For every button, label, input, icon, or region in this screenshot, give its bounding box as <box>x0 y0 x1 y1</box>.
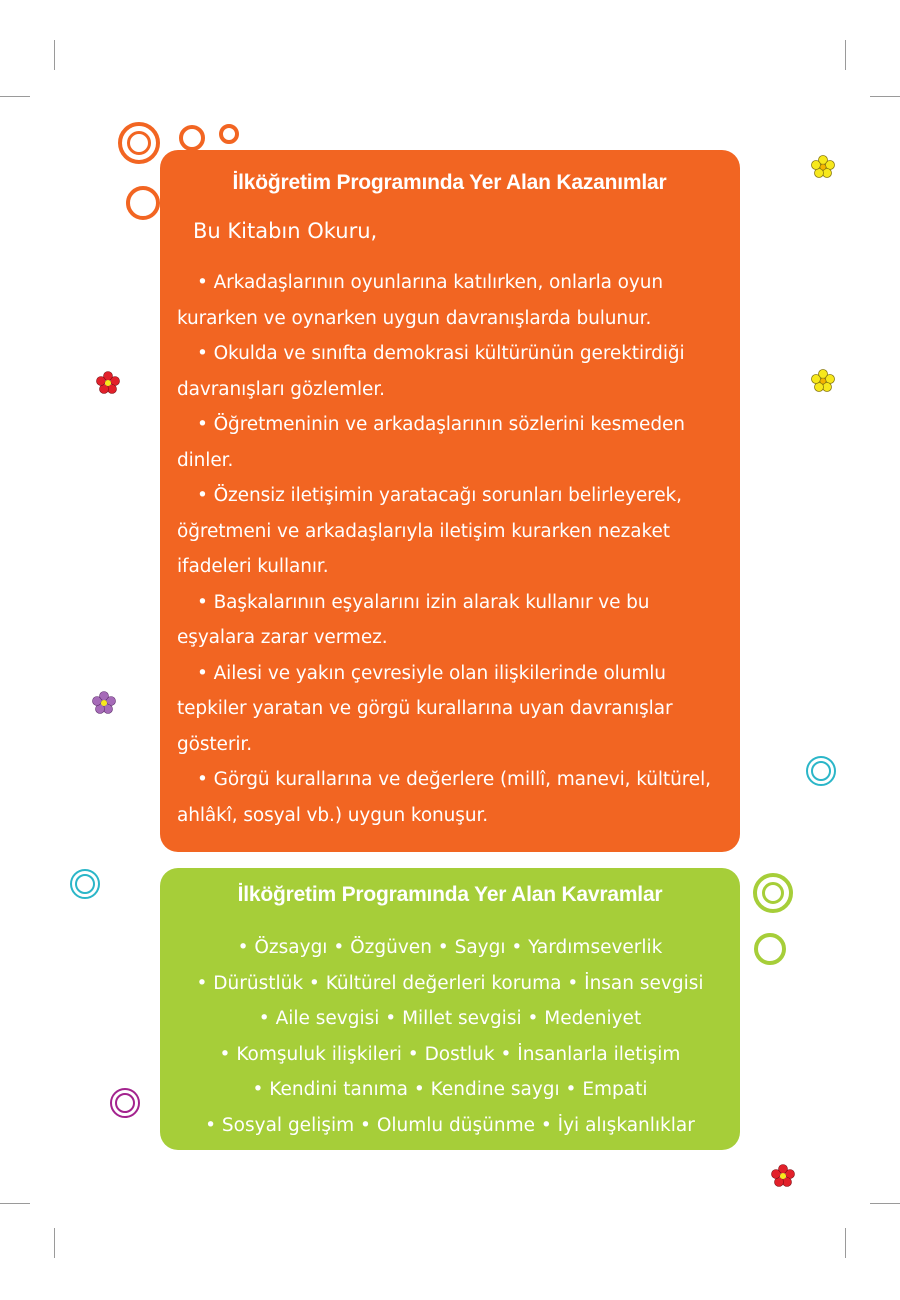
ring-icon <box>811 761 831 781</box>
crop-mark <box>845 40 846 70</box>
outcomes-panel <box>160 150 740 852</box>
outcomes-title: İlköğretim Programında Yer Alan Kazanımlar <box>232 171 667 194</box>
concept-line: • Sosyal gelişim • Olumlu düşünme • İyi alışkanlıklar <box>205 1114 695 1136</box>
concept-line: • Dürüstlük • Kültürel değerleri koruma • İnsan sevgisi <box>196 972 704 994</box>
ring-icon <box>179 125 205 151</box>
crop-mark <box>870 96 900 97</box>
ring-icon <box>127 131 151 155</box>
flower-icon <box>771 1164 795 1188</box>
ring-icon <box>115 1093 135 1113</box>
reader-heading: Bu Kitabın Okuru, <box>193 219 378 243</box>
flower-icon <box>96 371 120 395</box>
concept-line: • Komşuluk ilişkileri • Dostluk • İnsanlarla iletişim <box>219 1043 681 1065</box>
concepts-list <box>170 930 730 1143</box>
outcome-item: • Özensiz iletişimin yaratacağı sorunları belirleyerek, öğretmeni ve arkadaşlarıyla iletişim kurarken nezaket ifadeleri kullanır. <box>177 485 682 577</box>
ring-icon <box>75 874 95 894</box>
concept-line: • Aile sevgisi • Millet sevgisi • Medeniyet <box>258 1008 642 1029</box>
outcome-item: • Görgü kurallarına ve değerlere (millî, manevi, kültürel, ahlâkî, sosyal vb.) uygun konuşur. <box>177 769 711 826</box>
ring-icon <box>762 882 784 904</box>
concept-line: • Özsaygı • Özgüven • Saygı • Yardımseverlik <box>237 937 663 958</box>
crop-mark <box>870 1203 900 1204</box>
concepts-panel <box>160 868 740 1150</box>
crop-mark <box>0 1203 30 1204</box>
crop-mark <box>54 1228 55 1258</box>
flower-icon <box>811 155 835 179</box>
ring-icon <box>754 933 786 965</box>
crop-mark <box>845 1228 846 1258</box>
flower-icon <box>92 691 116 715</box>
outcomes-list <box>177 265 718 833</box>
ring-icon <box>219 124 239 144</box>
outcome-item: • Okulda ve sınıfta demokrasi kültürünün gerektirdiği davranışları gözlemler. <box>177 343 685 400</box>
concepts-title: İlköğretim Programında Yer Alan Kavramlar <box>237 883 663 906</box>
crop-mark <box>54 40 55 70</box>
ring-icon <box>126 186 160 220</box>
outcome-item: • Öğretmeninin ve arkadaşlarının sözlerini kesmeden dinler. <box>177 414 685 471</box>
outcome-item: • Başkalarının eşyalarını izin alarak kullanır ve bu eşyalara zarar vermez. <box>177 591 650 648</box>
crop-mark <box>0 96 30 97</box>
concept-line: • Kendini tanıma • Kendine saygı • Empati <box>252 1079 648 1100</box>
outcome-item: • Arkadaşlarının oyunlarına katılırken, onlarla oyun kurarken ve oynarken uygun davranışlarda bulunur. <box>177 272 663 329</box>
outcome-item: • Ailesi ve yakın çevresiyle olan ilişkilerinde olumlu tepkiler yaratan ve görgü kurallarına uyan davranışlar gösterir. <box>177 662 673 755</box>
flower-icon <box>811 369 835 393</box>
